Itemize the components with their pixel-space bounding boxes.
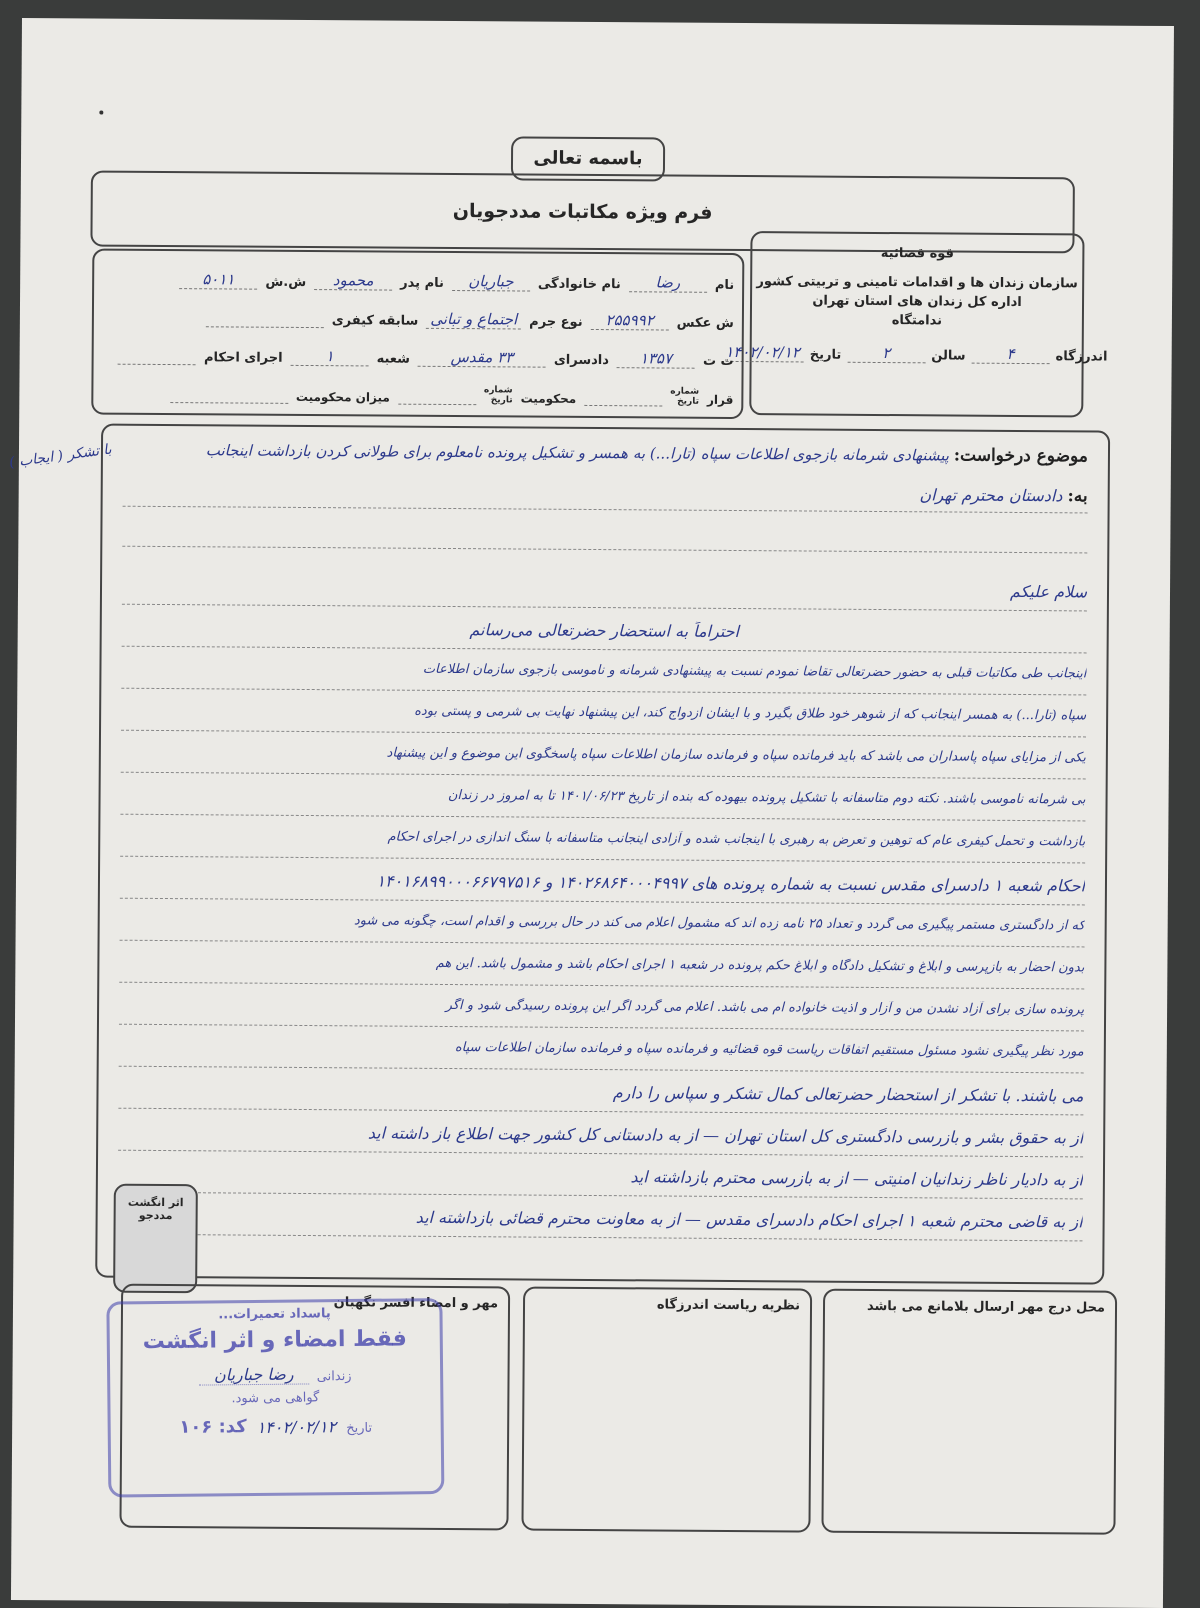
exec-label: اجرای احکام <box>203 350 283 366</box>
subject-text: پیشنهادی شرمانه بازجوی اطلاعات سپاه (تارا...) به همسر و تشکیل پرونده نامعلوم برای طولانی کردن بازداشت اینجانب <box>205 441 950 465</box>
form-title: فرم ویژه مکاتبات مددجویان <box>90 170 1075 253</box>
margin-note: با تشکر ( ایجاب ) <box>8 441 113 472</box>
stamp-main: فقط امضاء و اثر انگشت <box>142 1326 408 1355</box>
info-row-2 <box>102 297 734 331</box>
org-tehran: اداره کل زندان های استان تهران <box>812 293 1022 310</box>
ward-value: ۴ <box>972 345 1050 365</box>
sentence-number-label: شماره <box>483 385 513 396</box>
letter-line: می باشند. با تشکر از استحضار حضرتعالی کمال تشکر و سپاس را دارم <box>612 1083 1084 1106</box>
to-row <box>123 480 1088 507</box>
hall-label: سالن <box>931 348 966 364</box>
rule <box>122 546 1087 554</box>
rule <box>119 1024 1084 1032</box>
to-label: به: <box>1067 486 1088 507</box>
family-label: نام خانوادگی <box>537 276 621 293</box>
date-label: تاریخ <box>809 347 842 363</box>
letter-line: احتراماً به استحضار حضرتعالی می‌رسانم <box>469 620 740 642</box>
court-value: ۳۳ مقدس <box>418 348 546 368</box>
ward-label: اندرزگاه <box>1055 349 1108 365</box>
rule <box>118 1192 1083 1200</box>
thumb-label-1: اثر انگشت <box>127 1195 184 1210</box>
tt-label: ت ت <box>702 353 734 369</box>
info-row-3 <box>102 335 734 369</box>
photo-value: ۲۵۵۹۹۲ <box>591 311 669 331</box>
exec-value <box>118 364 196 366</box>
rule <box>120 940 1085 948</box>
letter-line: که از دادگستری مستمر پیگیری می گردد و تعداد ۲۵ نامه زده اند که مشمول اعلام می کند در حال بررسی و اقدام است، چگونه می شود <box>353 913 1085 934</box>
rule <box>122 646 1087 654</box>
letter-line: بازداشت و تحمل کیفری عام که توهین و تعرض به رهبری با اینجانب شده و آزادی اینجانب متاسفانه با سنگ اندازی در اجرای احکام <box>387 829 1086 850</box>
ward-head-box <box>521 1287 812 1533</box>
sentence-label: محکومیت <box>520 391 577 406</box>
organization-block <box>725 231 1108 417</box>
info-row-4 <box>101 373 733 407</box>
name-label: نام <box>714 277 735 293</box>
stamp-top: پاسداد تعمیرات... <box>218 1306 331 1323</box>
org-ward-row <box>725 342 1108 365</box>
letter-line: اینجانب طی مکاتبات قبلی به حضور حضرتعالی تقاضا نمودم نسبت به پیشنهادی شرمانه و ناموسی بازجوی سازمان اطلاعات <box>422 661 1087 682</box>
info-row-1 <box>102 259 734 293</box>
stamp-prisoner-row <box>110 1363 440 1386</box>
sentence-value <box>398 404 476 406</box>
date-value: ۱۴۰۲/۰۲/۱۲ <box>726 343 804 363</box>
decision-meta <box>670 387 699 407</box>
rule <box>119 1066 1084 1074</box>
letter-line: بی شرمانه ناموسی باشند. نکته دوم متاسفانه با تشکیل پرونده بیهوده که بنده از تاریخ ۱۴۰۱/۰۶/۲۳ تا به امروز در زندان <box>447 787 1086 808</box>
rule <box>120 814 1085 822</box>
ward-head-label: نظریه ریاست اندرزگاه <box>656 1297 801 1314</box>
sentence-meta <box>484 385 513 405</box>
bismillah-box: باسمه تعالی <box>511 136 665 181</box>
rule <box>118 1108 1083 1116</box>
branch-label: شعبه <box>376 351 410 367</box>
to-text: دادستان محترم تهران <box>919 485 1063 506</box>
sentence-date-label: تاریخ <box>490 395 513 406</box>
record-label: سابقه کیفری <box>331 313 419 329</box>
stamp-date-value: ۱۴۰۲/۰۲/۱۲ <box>256 1417 337 1437</box>
letter-line: از به حقوق بشر و بازرسی دادگستری کل استان تهران — از به دادستانی کل کشور جهت اطلاع باز داشته اید <box>367 1123 1084 1148</box>
postal-stamp-box <box>821 1289 1117 1535</box>
amount-label: میزان محکومیت <box>295 389 390 405</box>
rule <box>122 604 1087 612</box>
decision-number-label: شماره <box>670 386 700 397</box>
postal-label: محل درج مهر ارسال بلامانع می باشد <box>866 1298 1106 1316</box>
stamp-date-label: تاریخ <box>346 1420 373 1437</box>
thumb-label-2: مددجو <box>138 1208 173 1223</box>
rule <box>123 506 1088 514</box>
tt-value: ۱۳۵۷ <box>617 349 695 369</box>
rule <box>119 982 1084 990</box>
rule <box>121 730 1086 738</box>
name-value: رضا <box>629 273 707 293</box>
crime-value: اجتماع و تبانی <box>426 310 521 330</box>
crime-label: نوع جرم <box>529 314 583 330</box>
rule <box>118 1234 1083 1242</box>
family-value: جباریان <box>452 272 530 292</box>
org-judiciary: قوه قضائیه <box>880 246 954 262</box>
subject-label: موضوع درخواست: <box>953 445 1089 467</box>
letter-line: سلام علیکم <box>1009 581 1088 602</box>
amount-value <box>170 402 288 404</box>
letter-line: یکی از مزایای سپاه پاسداران می باشد که باید فرمانده سپاه و فرمانده سازمان اطلاعات سپاه پاسخگوی این موضوع و این پیشنهاد <box>386 745 1086 766</box>
rule <box>120 898 1085 906</box>
stamp-date-row <box>111 1414 441 1438</box>
idno-label: ش.ش <box>265 274 307 290</box>
official-stamp <box>106 1298 444 1498</box>
rule <box>121 688 1086 696</box>
letter-line: بدون احضار به بازپرسی و ابلاغ و تشکیل دادگاه و ابلاغ حکم پرونده در شعبه ۱ اجرای احکام باشد و مشمول باشد. این هم <box>435 955 1085 976</box>
letter-line: احکام شعبه ۱ دادسرای مقدس نسبت به شماره پرونده های ۱۴۰۲۶۸۶۴۰۰۰۴۹۹۷ و ۱۴۰۱۶۸۹۹۰۰۰۶۶۷۹۷۵۱۶ <box>376 871 1086 896</box>
letter-line: پرونده سازی برای آزاد نشدن من و آزار و اذیت خانواده ام می باشد. اعلام می گردد اگر این پرونده رسیدگی شود و اگر <box>445 997 1085 1018</box>
hall-value: ۲ <box>847 344 925 364</box>
officer-label: مهر و امضاء افسر نگهبان <box>333 1295 499 1312</box>
father-label: نام پدر <box>400 275 444 291</box>
stamp-prisoner-value: رضا جباریان <box>199 1364 309 1385</box>
stamp-prisoner-label: زندانی <box>316 1369 352 1385</box>
letter-box <box>95 424 1110 1285</box>
prisoner-info-block <box>91 248 744 419</box>
decision-label: قرار <box>706 392 734 407</box>
letter-line: از به دادیار ناظر زندانیان امنیتی — از به بازرسی محترم بازداشته اید <box>630 1167 1083 1190</box>
letter-line: سپاه (تارا...) به همسر اینجانب که از شوهر خود طلاق بگیرد و با ایشان ازدواج کند، این پیشنهاد نهایت بی شرمی و پستی بوده <box>414 703 1087 724</box>
father-value: محمود <box>314 271 392 291</box>
subject-row <box>123 440 1088 467</box>
ink-dot <box>99 111 103 115</box>
branch-value: ۱ <box>291 347 369 367</box>
letter-line: از به قاضی محترم شعبه ۱ اجرای احکام دادسرای مقدس — از به معاونت محترم قضائی بازداشته اید <box>415 1207 1083 1232</box>
decision-date-label: تاریخ <box>677 396 700 407</box>
record-value <box>206 326 324 328</box>
photo-label: ش عکس <box>676 315 734 331</box>
letter-line: مورد نظر پیگیری نشود مسئول مستقیم اتفاقات ریاست قوه قضائیه و فرمانده سپاه و فرمانده سازمان اطلاعات سپاه <box>454 1040 1084 1060</box>
idno-value: ۵۰۱۱ <box>179 270 257 290</box>
decision-value <box>584 405 662 407</box>
org-facility: ندامتگاه <box>891 313 943 329</box>
form-sheet <box>8 18 1174 1608</box>
thumbprint-box <box>113 1184 198 1294</box>
stamp-confirm: گواهی می شود. <box>231 1390 320 1407</box>
rule <box>120 856 1085 864</box>
org-prisons: سازمان زندان ها و اقدامات تامینی و تربیتی کشور <box>756 274 1078 292</box>
court-label: دادسرای <box>553 352 610 369</box>
stamp-code: کد: ۱۰۶ <box>179 1416 247 1438</box>
rule <box>118 1150 1083 1158</box>
rule <box>121 772 1086 780</box>
